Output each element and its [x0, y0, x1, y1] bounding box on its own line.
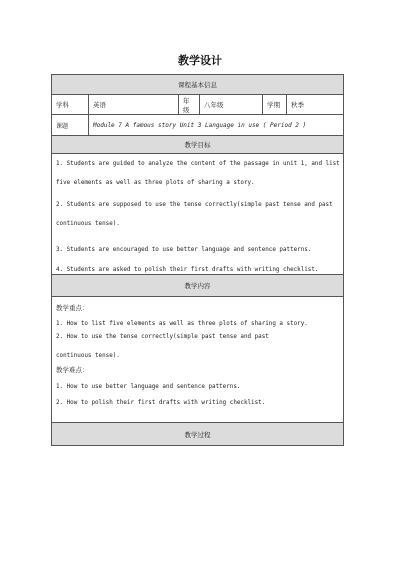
- process-header: 教学过程: [52, 423, 344, 446]
- grade-value: 八年级: [200, 95, 263, 115]
- objectives-header: 教学目标: [52, 136, 344, 154]
- objective-line: continuous tense).: [56, 221, 120, 227]
- topic-value: Module 7 A famous story Unit 3 Language in use ( Period 2 ): [89, 115, 344, 136]
- course-info-row: [52, 95, 344, 115]
- lesson-plan-table: [51, 74, 344, 446]
- key-point-line: continuous tense).: [56, 353, 120, 359]
- grade-label: 年级: [179, 95, 200, 115]
- term-label: 学期: [263, 95, 287, 115]
- content-header: 教学内容: [52, 275, 344, 297]
- content-header-row: [52, 275, 344, 297]
- content-row: [52, 297, 344, 423]
- term-value: 秋季: [287, 95, 344, 115]
- key-point-line: 2. How to use the tense correctly(simple past tense and past: [56, 334, 269, 340]
- topic-label: 课题: [52, 115, 89, 136]
- topic-row: [52, 115, 344, 136]
- objective-line: five elements as well as three plots of sharing a story.: [56, 180, 255, 186]
- difficult-point-line: 2. How to polish their first drafts with writing checklist.: [56, 400, 266, 406]
- subject-label: 学科: [52, 95, 89, 115]
- difficult-points-label: 教学难点：: [56, 366, 89, 374]
- page-title: 教学设计: [178, 54, 222, 67]
- objectives-body: [52, 154, 344, 275]
- process-header-row: [52, 423, 344, 446]
- content-body: [52, 297, 344, 423]
- subject-value: 英语: [89, 95, 179, 115]
- objectives-header-row: [52, 136, 344, 154]
- objective-line: 2. Students are supposed to use the tense correctly(simple past tense and past: [56, 202, 333, 208]
- objective-line: 1. Students are guided to analyze the content of the passage in unit 1, and list: [56, 161, 340, 167]
- course-info-header-row: [52, 75, 344, 95]
- key-point-line: 1. How to list five elements as well as three plots of sharing a story.: [56, 321, 308, 327]
- objectives-row: [52, 154, 344, 275]
- key-points-label: 教学重点：: [56, 304, 89, 312]
- difficult-point-line: 1. How to use better language and sentence patterns.: [56, 384, 241, 390]
- course-info-header: 课程基本信息: [52, 75, 344, 95]
- objective-line: 4. Students are asked to polish their first drafts with writing checklist.: [56, 267, 319, 273]
- objective-line: 3. Students are encouraged to use better language and sentence patterns.: [56, 247, 312, 253]
